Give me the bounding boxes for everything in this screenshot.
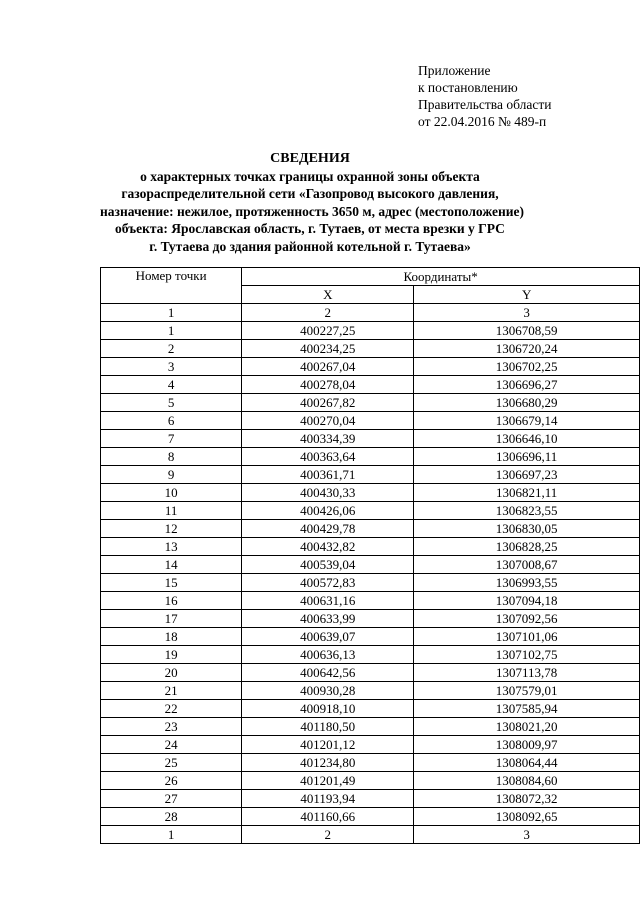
table-row [101, 808, 640, 826]
point-number-cell: 18 [101, 628, 242, 646]
point-number-cell: 15 [101, 574, 242, 592]
point-number-cell: 6 [101, 412, 242, 430]
y-coordinate-cell: 1306830,05 [414, 520, 640, 538]
x-coordinate-cell: 400539,04 [242, 556, 414, 574]
y-coordinate-cell: 1306702,25 [414, 358, 640, 376]
point-number-cell: 14 [101, 556, 242, 574]
heading-line: назначение: нежилое, протяженность 3650 м, адрес (местоположение) [100, 203, 524, 219]
heading-line: о характерных точках границы охранной зоны объекта [140, 168, 480, 184]
y-coordinate-cell: 1306823,55 [414, 502, 640, 520]
table-row [101, 772, 640, 790]
table-row [101, 394, 640, 412]
point-number-cell: 7 [101, 430, 242, 448]
table-row [101, 736, 640, 754]
y-coordinate-cell: 1306828,25 [414, 538, 640, 556]
y-coordinate-cell: 1307579,01 [414, 682, 640, 700]
x-coordinate-cell: 400270,04 [242, 412, 414, 430]
heading-line: г. Тутаева до здания районной котельной г. Тутаева» [149, 238, 471, 254]
x-coordinate-cell: 400642,56 [242, 664, 414, 682]
point-number-cell: 1 [101, 826, 242, 844]
y-coordinate-cell: 1306680,29 [414, 394, 640, 412]
table-row [101, 628, 640, 646]
y-coordinate-cell: 1308021,20 [414, 718, 640, 736]
index-cell: 1 [101, 304, 242, 322]
table-row [101, 700, 640, 718]
y-coordinate-cell: 1308064,44 [414, 754, 640, 772]
appendix-date-line: от 22.04.2016 № 489-п [418, 114, 547, 129]
y-coordinate-cell: 1306646,10 [414, 430, 640, 448]
document-heading [100, 150, 524, 255]
y-coordinate-cell: 1307008,67 [414, 556, 640, 574]
y-coordinate-cell: 3 [414, 826, 640, 844]
point-number-cell: 23 [101, 718, 242, 736]
table-row [101, 502, 640, 520]
index-cell: 3 [414, 304, 640, 322]
table-row [101, 466, 640, 484]
point-number-cell: 28 [101, 808, 242, 826]
boundary-points-table [100, 267, 640, 844]
y-coordinate-cell: 1306696,11 [414, 448, 640, 466]
y-coordinate-cell: 1306993,55 [414, 574, 640, 592]
x-coordinate-cell: 400572,83 [242, 574, 414, 592]
point-number-cell: 24 [101, 736, 242, 754]
table-row [101, 538, 640, 556]
table-index-row [101, 304, 640, 322]
document-title: СВЕДЕНИЯ [270, 151, 350, 166]
point-number-cell: 26 [101, 772, 242, 790]
appendix-line: к постановлению [418, 80, 518, 95]
table-header-row [101, 268, 640, 286]
x-coordinate-cell: 400363,64 [242, 448, 414, 466]
x-coordinate-cell: 400918,10 [242, 700, 414, 718]
point-number-cell: 1 [101, 322, 242, 340]
header-x: X [242, 286, 414, 304]
x-coordinate-cell: 400334,39 [242, 430, 414, 448]
point-number-cell: 25 [101, 754, 242, 772]
table-row [101, 430, 640, 448]
point-number-cell: 12 [101, 520, 242, 538]
point-number-cell: 9 [101, 466, 242, 484]
y-coordinate-cell: 1307102,75 [414, 646, 640, 664]
table-row [101, 646, 640, 664]
point-number-cell: 4 [101, 376, 242, 394]
x-coordinate-cell: 400429,78 [242, 520, 414, 538]
x-coordinate-cell: 400633,99 [242, 610, 414, 628]
y-coordinate-cell: 1307092,56 [414, 610, 640, 628]
point-number-cell: 22 [101, 700, 242, 718]
table-row [101, 664, 640, 682]
table-row [101, 556, 640, 574]
x-coordinate-cell: 401201,49 [242, 772, 414, 790]
header-y: Y [414, 286, 640, 304]
point-number-cell: 19 [101, 646, 242, 664]
x-coordinate-cell: 400278,04 [242, 376, 414, 394]
x-coordinate-cell: 400426,06 [242, 502, 414, 520]
appendix-line: Правительства области [418, 97, 552, 112]
table-row [101, 610, 640, 628]
y-coordinate-cell: 1306679,14 [414, 412, 640, 430]
heading-line: объекта: Ярославская область, г. Тутаев, от места врезки у ГРС [115, 221, 505, 236]
y-coordinate-cell: 1308009,97 [414, 736, 640, 754]
y-coordinate-cell: 1307585,94 [414, 700, 640, 718]
table-row [101, 754, 640, 772]
point-number-cell: 20 [101, 664, 242, 682]
point-number-cell: 13 [101, 538, 242, 556]
y-coordinate-cell: 1308072,32 [414, 790, 640, 808]
point-number-cell: 21 [101, 682, 242, 700]
y-coordinate-cell: 1307101,06 [414, 628, 640, 646]
x-coordinate-cell: 2 [242, 826, 414, 844]
y-coordinate-cell: 1307113,78 [414, 664, 640, 682]
y-coordinate-cell: 1306720,24 [414, 340, 640, 358]
table-row [101, 826, 640, 844]
x-coordinate-cell: 400636,13 [242, 646, 414, 664]
y-coordinate-cell: 1306821,11 [414, 484, 640, 502]
y-coordinate-cell: 1306697,23 [414, 466, 640, 484]
x-coordinate-cell: 400267,82 [242, 394, 414, 412]
appendix-block [418, 62, 551, 130]
table-row [101, 358, 640, 376]
table-row [101, 718, 640, 736]
appendix-line: Приложение [418, 63, 491, 78]
x-coordinate-cell: 400361,71 [242, 466, 414, 484]
table-row [101, 682, 640, 700]
y-coordinate-cell: 1306696,27 [414, 376, 640, 394]
x-coordinate-cell: 401160,66 [242, 808, 414, 826]
table-row [101, 448, 640, 466]
x-coordinate-cell: 400639,07 [242, 628, 414, 646]
point-number-cell: 17 [101, 610, 242, 628]
point-number-cell: 2 [101, 340, 242, 358]
heading-line: газораспределительной сети «Газопровод высокого давления, [121, 186, 499, 201]
x-coordinate-cell: 401180,50 [242, 718, 414, 736]
point-number-cell: 5 [101, 394, 242, 412]
x-coordinate-cell: 400267,04 [242, 358, 414, 376]
x-coordinate-cell: 401201,12 [242, 736, 414, 754]
table-row [101, 592, 640, 610]
header-point-number: Номер точки [101, 268, 242, 304]
y-coordinate-cell: 1308084,60 [414, 772, 640, 790]
table-row [101, 484, 640, 502]
point-number-cell: 3 [101, 358, 242, 376]
point-number-cell: 11 [101, 502, 242, 520]
table-row [101, 322, 640, 340]
point-number-cell: 8 [101, 448, 242, 466]
table-row [101, 574, 640, 592]
x-coordinate-cell: 401234,80 [242, 754, 414, 772]
y-coordinate-cell: 1307094,18 [414, 592, 640, 610]
x-coordinate-cell: 400234,25 [242, 340, 414, 358]
index-cell: 2 [242, 304, 414, 322]
table-row [101, 376, 640, 394]
point-number-cell: 16 [101, 592, 242, 610]
x-coordinate-cell: 401193,94 [242, 790, 414, 808]
table-row [101, 790, 640, 808]
x-coordinate-cell: 400430,33 [242, 484, 414, 502]
x-coordinate-cell: 400227,25 [242, 322, 414, 340]
header-coordinates: Координаты* [242, 268, 640, 286]
y-coordinate-cell: 1306708,59 [414, 322, 640, 340]
x-coordinate-cell: 400631,16 [242, 592, 414, 610]
table-row [101, 520, 640, 538]
point-number-cell: 10 [101, 484, 242, 502]
x-coordinate-cell: 400432,82 [242, 538, 414, 556]
table-row [101, 412, 640, 430]
point-number-cell: 27 [101, 790, 242, 808]
x-coordinate-cell: 400930,28 [242, 682, 414, 700]
y-coordinate-cell: 1308092,65 [414, 808, 640, 826]
table-row [101, 340, 640, 358]
